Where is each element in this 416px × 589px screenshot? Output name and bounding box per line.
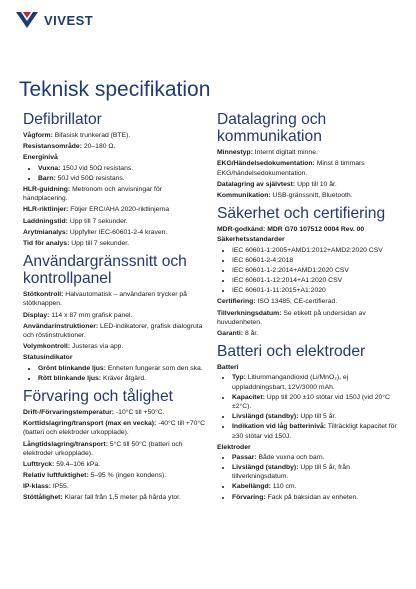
spec-line: Volymkontroll: Justeras via app. [23, 343, 124, 351]
list-item: • Kapacitet: Upp till 200 ±10 stötar vid 150J (vid 20°C ±2°C). [232, 393, 400, 411]
list-item: • Typ: Litiummangandioxid (Li/MnO₂), ej uppladdningsbart, 12V/3000 mAh. [232, 373, 400, 391]
status-list [23, 364, 206, 383]
spec-line: HLR-guidning: Metronom och anvisningar för handplacering. [23, 186, 162, 203]
spec-line: Kommunikation: USB-gränssnitt, Bluetooth. [217, 191, 353, 199]
user-interface-section [23, 253, 206, 383]
spec-line: Minnestyp: Internt digitalt minne. [217, 149, 318, 157]
subheading: Energinivå [23, 154, 58, 162]
electrode-list [217, 453, 400, 502]
page-title: Teknisk specifikation [19, 78, 211, 101]
list-item: • Livslängd (standby): Upp till 5 år, från tillverkningsdatum. [232, 463, 400, 481]
list-item: • IEC 60601-1:2005+AMD1:2012+AMD2:2020 CSV [232, 246, 400, 255]
subheading: Säkerhetsstandarder [217, 236, 285, 244]
spec-line: Långtidslagring/transport: 5°C till 50°C (batteri och elektroder urkopplade). [23, 440, 183, 457]
vivest-logo-icon [14, 9, 40, 31]
data-storage-section [217, 111, 400, 200]
list-item: • Rött blinkande ljus: Kräver åtgärd. [38, 374, 206, 383]
list-item: • IEC 60601-2-4:2018 [232, 256, 400, 265]
left-column [23, 111, 206, 508]
section-heading: Säkerhet och certifiering [217, 205, 386, 223]
spec-line: EKG/Händelsedokumentation: Minst 8 timmars EKG/händelsedokumentation. [217, 160, 365, 177]
spec-line: Display: 114 x 87 mm grafisk panel. [23, 311, 133, 319]
subheading: Batteri [217, 364, 239, 372]
list-item: • Vuxna: 150J vid 50Ω resistans. [38, 164, 206, 173]
list-item: • Indikation vid låg batterinivå: Tillräckligt kapacitet för ≥30 stötar vid 150J. [232, 422, 400, 440]
list-item: • IEC 60601-1-12:2014+A1:2020 CSV [232, 276, 400, 285]
section-heading: Datalagring och kommunikation [217, 111, 327, 146]
section-heading: Användargränssnitt och kontrollpanel [23, 253, 187, 288]
list-item: • Förvaring: Fack på baksidan av enheten. [232, 493, 400, 502]
battery-list [217, 373, 400, 440]
spec-line: Vågform: Bifasisk trunkerad (BTE). [23, 132, 131, 140]
spec-line: Drift-/Förvaringstemperatur: -10°C till +50°C. [23, 409, 165, 416]
spec-line: Lufttryck: 59.4–106 kPa. [23, 460, 101, 468]
standards-list [217, 246, 400, 296]
section-heading: Defibrillator [23, 111, 102, 128]
list-item: • Livslängd (standby): Upp till 5 år. [232, 412, 400, 421]
defibrillator-section [23, 111, 206, 248]
spec-line: Relativ luftfuktighet: 5–95 % (ingen kondens). [23, 472, 167, 480]
safety-section [217, 205, 400, 338]
spec-line: IP-klass: IP55. [23, 483, 69, 491]
list-item: • Barn: 50J vid 50Ω resistans. [38, 174, 206, 183]
spec-line: HLR-riktlinjer: Följer ERC/AHA 2020-riktlinjerna [23, 206, 170, 214]
section-heading: Batteri och elektroder [217, 343, 366, 361]
spec-line: Korttidslagring/transport (max en vecka): -40°C till +70°C (batteri och elektroder urkopplade). [23, 420, 206, 437]
list-item: • Kabellängd: 110 cm. [232, 482, 400, 491]
spec-line: Datalagring av självtest: Upp till 10 år. [217, 180, 337, 188]
spec-line: Arytmianalys: Uppfyller IEC-60601-2-4 kraven. [23, 228, 168, 236]
spec-line: Tillverkningsdatum: Se etikett på undersidan av huvudenheten. [217, 309, 366, 326]
energy-list [23, 164, 206, 183]
list-item: • IEC 60601-1-11:2015+A1:2020 [232, 286, 400, 295]
spec-line: Stötkontroll: Halvautomatisk – användaren trycker på stötknappen. [23, 291, 187, 308]
storage-section [23, 388, 206, 503]
list-item: • IEC 60601-1-2:2014+AMD1:2020 CSV [232, 266, 400, 275]
brand-name: VIVEST [44, 12, 94, 28]
right-column [217, 111, 400, 507]
battery-section [217, 343, 400, 502]
spec-line: Tid för analys: Upp till 7 sekunder. [23, 239, 130, 247]
spec-line: Certifiering: ISO 13485, CE-certifierad. [217, 298, 338, 306]
list-item: • Passar: Både vuxna och barn. [232, 453, 400, 462]
mdr-line: MDR-godkänd: MDR G70 107512 0004 Rev. 00 [217, 226, 365, 234]
subheading: Statusindikator [23, 354, 73, 362]
spec-line: Stöttålighet: Klarar fall från 1,5 meter på hårda ytor. [23, 494, 181, 502]
brand-logo [14, 9, 93, 31]
spec-line: Resistansområde: 20–180 Ω. [23, 143, 116, 151]
section-heading: Förvaring och tålighet [23, 387, 173, 405]
subheading: Elektroder [217, 443, 251, 451]
spec-line: Laddningstid: Upp till 7 sekunder. [23, 217, 128, 225]
spec-line: Användarinstruktioner: LED-indikatorer, grafisk dialogruta och röstinstruktioner. [23, 322, 203, 339]
spec-line: Garanti: 8 år. [217, 330, 259, 337]
list-item: • Grönt blinkande ljus: Enheten fungerar som den ska. [38, 364, 206, 373]
